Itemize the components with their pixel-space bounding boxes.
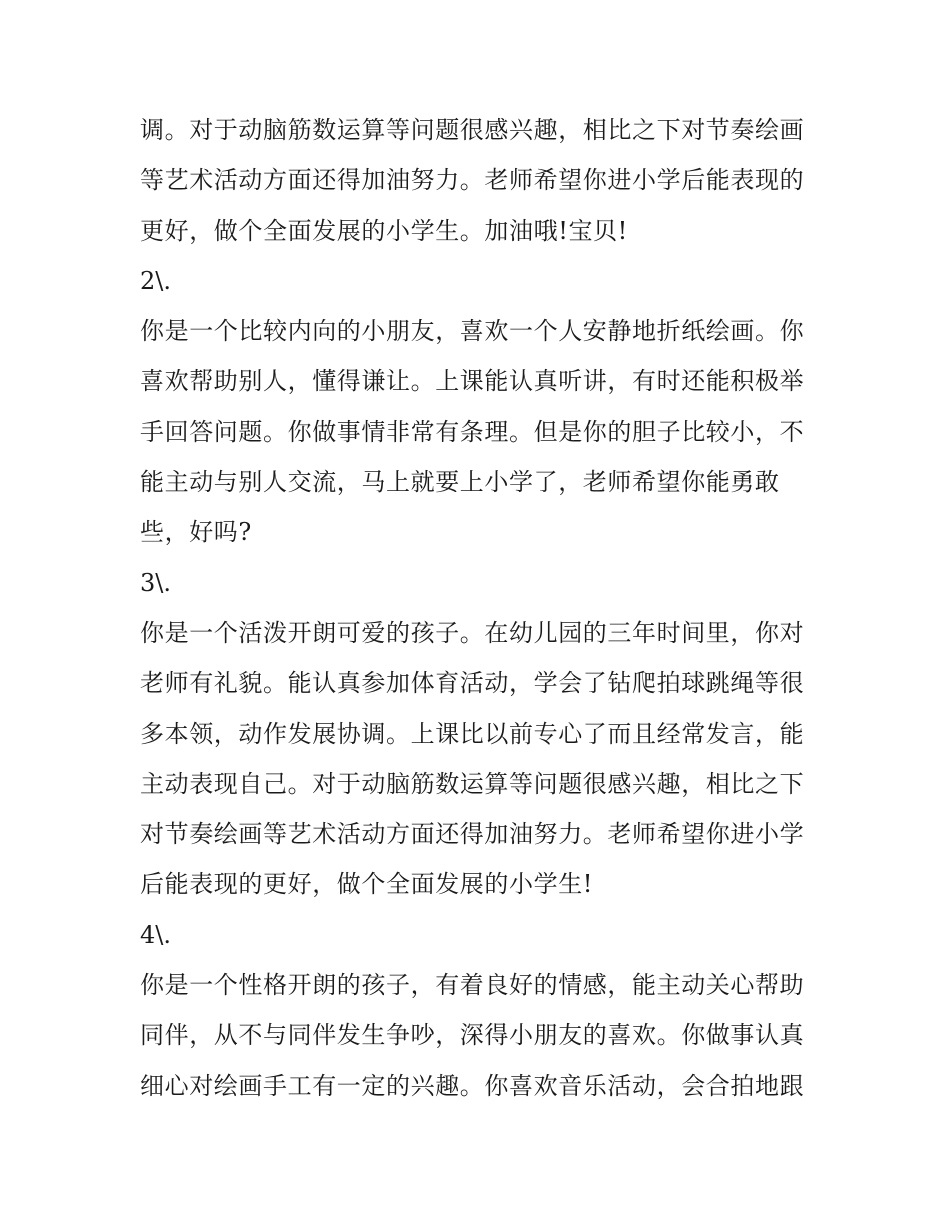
- text-line: 更好，做个全面发展的小学生。加油哦!宝贝!: [140, 216, 628, 245]
- section-number: 4\.: [140, 920, 171, 949]
- document-body: [140, 105, 820, 1111]
- text-line: 喜欢帮助别人，懂得谦让。上课能认真听讲，有时还能积极举: [140, 367, 805, 396]
- text-line: 老师有礼貌。能认真参加体育活动，学会了钻爬拍球跳绳等很: [140, 669, 805, 698]
- text-line: 些，好吗?: [140, 518, 252, 547]
- text-line: 你是一个活泼开朗可爱的孩子。在幼儿园的三年时间里，你对: [140, 618, 805, 647]
- text-line: 对节奏绘画等艺术活动方面还得加油努力。老师希望你进小学: [140, 820, 805, 849]
- text-line: 能主动与别人交流，马上就要上小学了，老师希望你能勇敢: [140, 468, 780, 497]
- text-line: 多本领，动作发展协调。上课比以前专心了而且经常发言，能: [140, 719, 805, 748]
- text-line: 主动表现自己。对于动脑筋数运算等问题很感兴趣，相比之下: [140, 769, 805, 798]
- text-line: 手回答问题。你做事情非常有条理。但是你的胆子比较小，不: [140, 417, 805, 446]
- text-line: 你是一个性格开朗的孩子，有着良好的情感，能主动关心帮助: [140, 971, 805, 1000]
- text-line: 等艺术活动方面还得加油努力。老师希望你进小学后能表现的: [140, 166, 805, 195]
- section-number: 2\.: [140, 266, 171, 295]
- text-line: 细心对绘画手工有一定的兴趣。你喜欢音乐活动，会合拍地跟: [140, 1071, 805, 1100]
- text-line: 后能表现的更好，做个全面发展的小学生!: [140, 870, 594, 899]
- text-line: 调。对于动脑筋数运算等问题很感兴趣，相比之下对节奏绘画: [140, 116, 805, 144]
- section-number: 3\.: [140, 568, 171, 597]
- text-line: 你是一个比较内向的小朋友，喜欢一个人安静地折纸绘画。你: [140, 317, 805, 346]
- text-line: 同伴，从不与同伴发生争吵，深得小朋友的喜欢。你做事认真: [140, 1021, 805, 1050]
